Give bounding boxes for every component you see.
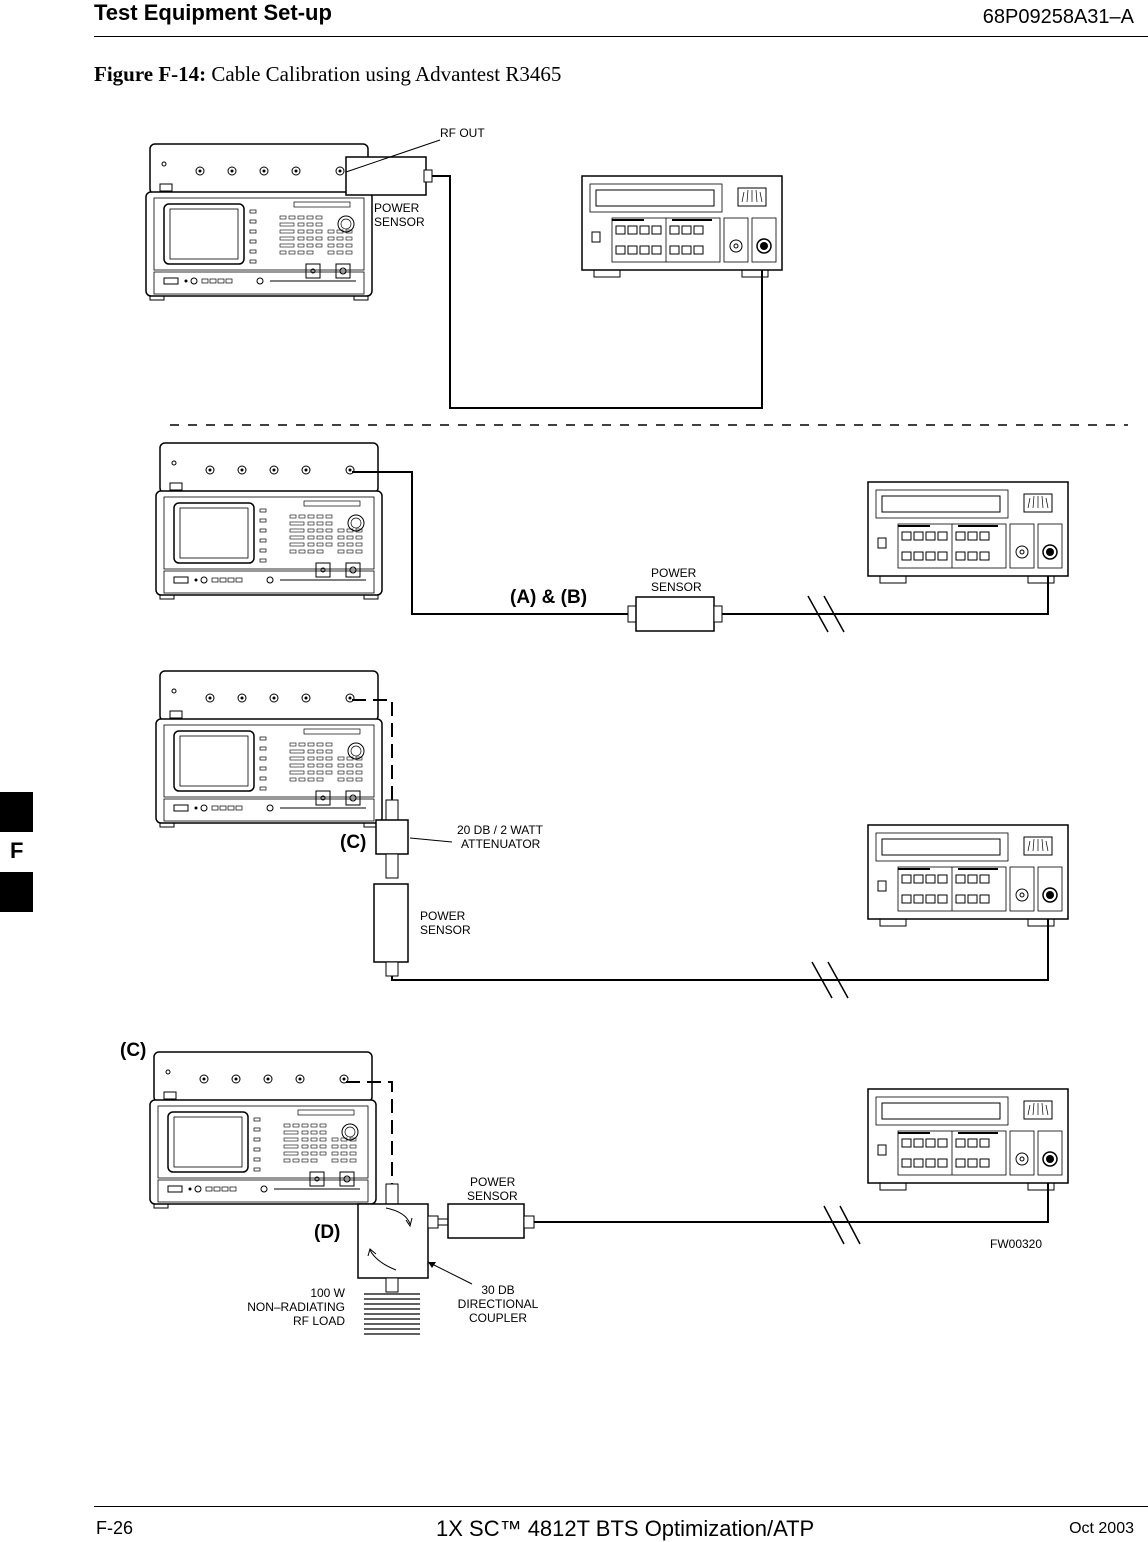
attenuator-label-b: ATTENUATOR xyxy=(461,837,541,851)
power-meter-4 xyxy=(868,1089,1068,1190)
section-title: Test Equipment Set-up xyxy=(94,0,332,25)
cable-break-4b xyxy=(840,1206,860,1244)
section-tab-letter: F xyxy=(10,838,24,863)
power-sensor-label-1a: POWER xyxy=(374,201,420,215)
cable-break-4a xyxy=(824,1206,844,1244)
power-sensor-3 xyxy=(374,884,408,962)
load-label-a: 100 W xyxy=(310,1286,345,1300)
coupler-leader xyxy=(428,1262,472,1284)
power-sensor-label-2b: SENSOR xyxy=(651,580,702,594)
sensor-connector-4 xyxy=(524,1216,534,1228)
setup-2-cable-a-b xyxy=(156,443,1068,632)
power-meter-2 xyxy=(868,482,1068,583)
sensor-connector-2a xyxy=(628,606,636,622)
c-label-2: (C) xyxy=(120,1040,147,1061)
d-label: (D) xyxy=(314,1222,341,1243)
attenuator-label-a: 20 DB / 2 WATT xyxy=(457,823,544,837)
rf-load xyxy=(364,1294,420,1334)
sensor-connector-1 xyxy=(424,170,432,182)
directional-coupler xyxy=(358,1204,428,1278)
document-number: 68P09258A31–A xyxy=(982,6,1134,28)
analyzer-1 xyxy=(146,144,372,300)
attenuator xyxy=(376,820,408,854)
figure-title: Cable Calibration using Advantest R3465 xyxy=(211,62,562,86)
power-sensor-label-4b: SENSOR xyxy=(467,1189,518,1203)
document-title: 1X SC™ 4812T BTS Optimization/ATP xyxy=(436,1516,815,1541)
coupler-label-a: 30 DB xyxy=(481,1283,515,1297)
power-sensor-label-3b: SENSOR xyxy=(420,923,471,937)
coupler-label-c: COUPLER xyxy=(468,1311,528,1325)
sensor-connector-2b xyxy=(714,606,722,622)
power-sensor-2 xyxy=(636,597,714,631)
footer-rule xyxy=(94,1506,1148,1507)
power-meter-3 xyxy=(868,825,1068,926)
figure-id: FW00320 xyxy=(990,1237,1043,1251)
load-connector xyxy=(386,1278,398,1292)
power-sensor-label-3a: POWER xyxy=(420,909,466,923)
attenuator-leader xyxy=(410,838,452,842)
page-number: F-26 xyxy=(96,1518,134,1538)
section-tab-bottom xyxy=(0,872,33,912)
power-meter-1 xyxy=(582,176,782,277)
power-sensor-4 xyxy=(448,1204,524,1238)
coupler-port-top xyxy=(386,1184,398,1204)
ab-label: (A) & (B) xyxy=(510,587,588,608)
setup-1-sensor-zero xyxy=(146,126,782,408)
analyzer-4 xyxy=(150,1052,376,1208)
power-sensor-label-1b: SENSOR xyxy=(374,215,425,229)
power-sensor-1 xyxy=(346,157,426,195)
analyzer-2 xyxy=(156,443,382,599)
power-sensor-label-2a: POWER xyxy=(651,566,697,580)
attenuator-port-bottom xyxy=(386,854,398,878)
document-date: Oct 2003 xyxy=(1069,1520,1134,1537)
c-label-1: (C) xyxy=(340,832,367,853)
figure-number: Figure F-14: xyxy=(94,62,207,86)
rf-out-label: RF OUT xyxy=(440,126,485,140)
attenuator-port-top xyxy=(386,800,398,820)
coupler-port-side xyxy=(428,1216,438,1228)
analyzer-3 xyxy=(156,671,382,827)
load-label-c: RF LOAD xyxy=(292,1314,345,1328)
sensor-connector-3 xyxy=(386,962,398,976)
setup-4-cable-d xyxy=(120,1040,1068,1334)
power-sensor-label-4a: POWER xyxy=(470,1175,516,1189)
section-tab-top xyxy=(0,792,33,832)
coupler-label-b: DIRECTIONAL xyxy=(457,1297,539,1311)
setup-3-cable-c xyxy=(156,671,1068,998)
load-label-b: NON–RADIATING xyxy=(247,1300,345,1314)
